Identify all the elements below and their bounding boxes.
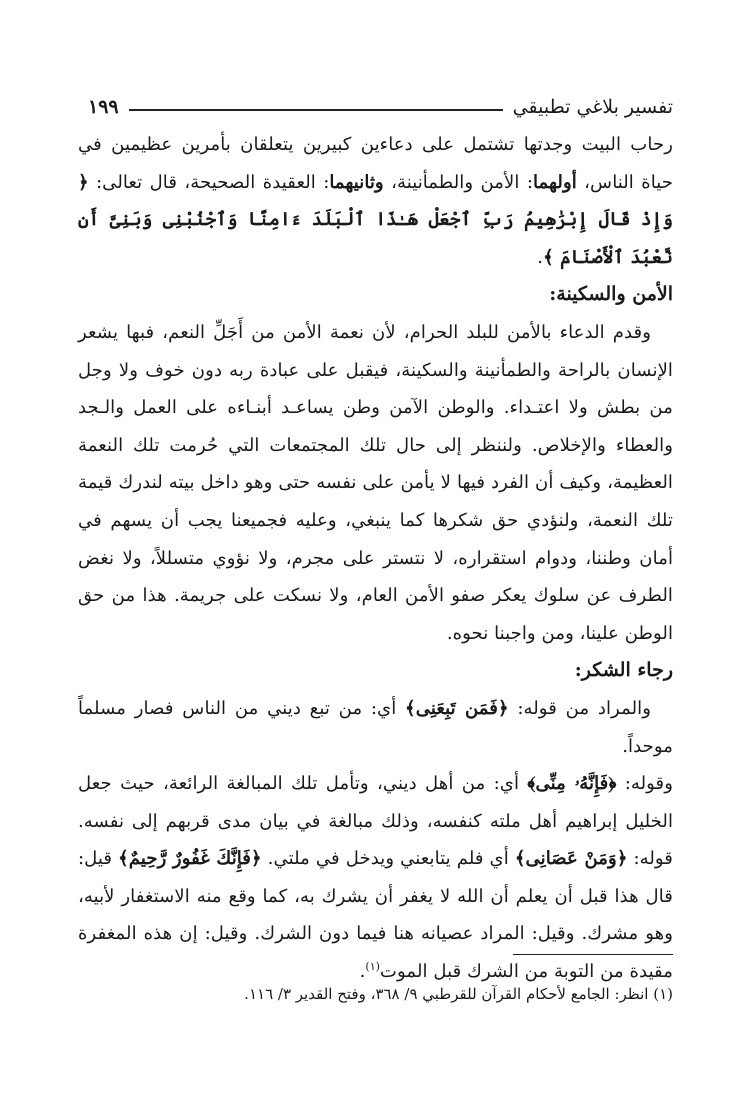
quran-verse: ﴿فَإِنَّهُۥ مِنِّى﴾	[527, 773, 617, 795]
text-segment: والمراد من قوله:	[508, 697, 651, 719]
quran-verse: وَإِذْ قَالَ إِبْرَٰهِيمُ رَبِّ ٱجْعَلْ هَـٰذَا ٱلْبَلَدَ ءَامِنًا وَٱجْنُبْنِى وَبَنِىَّ أَن نَّعْبُدَ ٱلْأَصْنَامَ	[78, 209, 673, 268]
text-segment: : العقيدة الصحيحة، قال تعالى:	[88, 171, 330, 193]
text-segment: : الأمن والطمأنينة،	[383, 171, 533, 193]
section-heading-security: الأمن والسكينة:	[549, 283, 673, 306]
quran-bracket-open: ﴿	[78, 171, 89, 193]
text-segment: أي فلم يتابعني ويدخل في ملتي.	[261, 848, 515, 870]
book-title: تفسير بلاغي تطبيقي	[512, 96, 673, 118]
text-segment: .	[537, 246, 544, 268]
footnote-reference: (١)	[365, 960, 380, 973]
paragraph-explanation	[78, 765, 673, 991]
text-segment: أي: من أهل ديني، وتأمل تلك المبالغة الرائعة، حيث جعل الخليل إبراهيم أهل ملته كنفسه، وذلك مبالغة في بيان مدى قربهم إلى نفسه. قوله:	[78, 773, 673, 870]
text-segment: .	[359, 961, 366, 983]
section-heading-gratitude: رجاء الشكر:	[574, 659, 673, 682]
label-first: أولهما	[532, 171, 577, 193]
paragraph-security: وقدم الدعاء بالأمن للبلد الحرام، لأن نعمة الأمن من أَجَلِّ النعم، فبها يشعر الإنسان بالراحة والطمأنينة والسكينة، فيقبل على عبادة ربه دون خوف ولا وجل من بطش ولا اعتـداء. والوطن الآمن وطن يساعـد أبنـاءه على العمل والـجد والعطاء والإخلاص. ولننظر إلى حال تلك المجتمعات التي حُرمت تلك النعمة العظيمة، وكيف أن الفرد فيها لا يأمن على نفسه حتى وهو داخل بيته لندرك قيمة تلك النعمة، ولنؤدي حق شكرها كما ينبغي، وعليه فجميعنا يجب أن يسهم في أمان وطننا، ودوام استقراره، لا نتستر على مجرم، ولا نؤوي متسللاً، ولا نغض الطرف عن سلوك يعكر صفو الأمن العام، ولا نسكت على جريمة. هذا من حق الوطن علينا، ومن واجبنا نحوه.	[78, 321, 673, 644]
header-rule	[129, 109, 503, 111]
paragraph-follow	[78, 690, 673, 765]
text-segment: رحاب البيت وجدتها تشتمل على دعاءين كبيرين يتعلقان بأمرين عظيمين في حياة الناس،	[78, 134, 674, 193]
text-segment: قيل: قال هذا قبل أن يعلم أن الله لا يغفر أن يشرك به، كما وقع منه الاستغفار لأبيه، وهو مشرك. وقيل: المراد عصيانه هنا فيما دون الشرك. وقيل: إن هذه المغفرة مقيدة من التوبة من الشرك قبل الموت	[78, 848, 673, 983]
label-second: وثانيهما	[329, 171, 384, 193]
footnote-separator	[513, 954, 673, 955]
footnote: (١) انظر: الجامع لأحكام القرآن للقرطبي ٩/ ٣٦٨، وفتح القدير ٣/ ١١٦.	[244, 985, 673, 1003]
main-text	[78, 126, 673, 991]
page-number: ١٩٩	[88, 96, 119, 118]
quran-verse: ﴿فَمَن تَبِعَنِى﴾	[405, 697, 509, 719]
quran-verse: ﴿فَإِنَّكَ غَفُورٌ رَّحِيمٌ﴾	[118, 848, 262, 870]
text-segment: وقوله:	[616, 773, 674, 795]
text-segment: أي: من تبع ديني من الناس فصار مسلماً موحداً.	[78, 697, 673, 757]
paragraph-intro	[78, 126, 673, 276]
running-header	[88, 86, 673, 118]
quran-bracket-close: ﴾	[543, 246, 554, 268]
quran-verse: ﴿وَمَنْ عَصَانِى﴾	[514, 848, 628, 870]
